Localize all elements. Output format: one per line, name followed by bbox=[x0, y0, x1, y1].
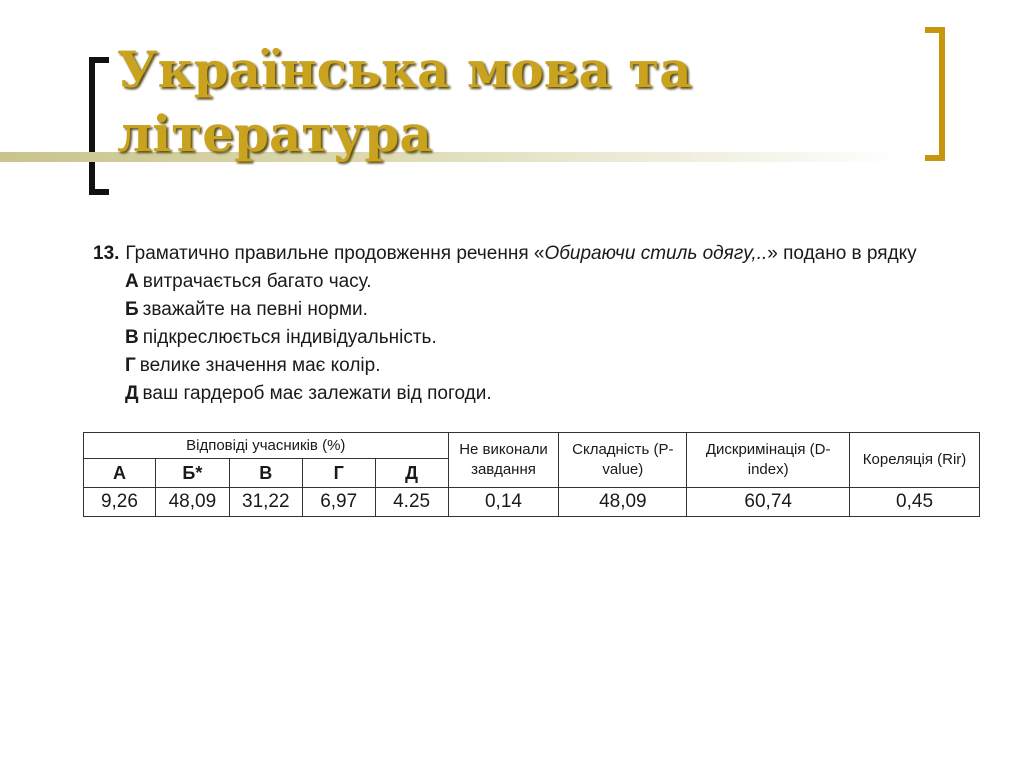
discrimination-header: Дискримінація (D-index) bbox=[687, 433, 850, 488]
answer-letter-header: Б* bbox=[155, 459, 229, 488]
option-letter: Д bbox=[125, 383, 139, 404]
slide-title-line-1: Українська мова та bbox=[117, 40, 692, 99]
correlation-value: 0,45 bbox=[850, 488, 980, 517]
answer-option-a bbox=[93, 268, 973, 296]
question-stem-quote: Обираючи стиль одягу,.. bbox=[544, 243, 768, 264]
option-letter: А bbox=[125, 271, 139, 292]
answer-option-b bbox=[93, 296, 973, 324]
option-text: витрачається багато часу. bbox=[142, 271, 372, 292]
answer-option-d bbox=[93, 380, 973, 408]
answer-value-cell: 4.25 bbox=[375, 488, 448, 517]
right-bracket-decoration bbox=[925, 27, 945, 161]
difficulty-value: 48,09 bbox=[559, 488, 687, 517]
option-text: ваш гардероб має залежати від погоди. bbox=[142, 383, 492, 404]
answer-value-cell: 9,26 bbox=[84, 488, 156, 517]
answer-value-cell: 31,22 bbox=[229, 488, 302, 517]
option-text: зважайте на певні норми. bbox=[142, 299, 368, 320]
option-text: велике значення має колір. bbox=[139, 355, 381, 376]
answer-letter-header: Г bbox=[302, 459, 375, 488]
slide-title bbox=[117, 38, 692, 166]
answer-letter-header: А bbox=[84, 459, 156, 488]
answer-value-cell: 48,09 bbox=[155, 488, 229, 517]
slide-title-line-2: література bbox=[117, 104, 432, 163]
answer-option-v bbox=[93, 324, 973, 352]
difficulty-header: Складність (P-value) bbox=[559, 433, 687, 488]
answer-option-h bbox=[93, 352, 973, 380]
option-text: підкреслюється індивідуальність. bbox=[142, 327, 437, 348]
answer-letter-header: Д bbox=[375, 459, 448, 488]
correlation-header: Кореляція (Rir) bbox=[850, 433, 980, 488]
not-completed-value: 0,14 bbox=[448, 488, 559, 517]
not-completed-header: Не виконали завдання bbox=[448, 433, 559, 488]
results-table bbox=[83, 432, 980, 517]
question-stem-before: Граматично правильне продовження речення « bbox=[125, 243, 545, 264]
answer-letter-header: В bbox=[229, 459, 302, 488]
question-stem bbox=[93, 240, 973, 268]
answer-value-cell: 6,97 bbox=[302, 488, 375, 517]
question-number: 13. bbox=[93, 243, 120, 264]
table-row bbox=[84, 488, 980, 517]
left-bracket-decoration bbox=[89, 57, 109, 195]
option-letter: В bbox=[125, 327, 139, 348]
option-letter: Г bbox=[125, 355, 136, 376]
answers-group-header: Відповіді учасників (%) bbox=[84, 433, 449, 459]
question-stem-after: » подано в рядку bbox=[767, 243, 917, 264]
option-letter: Б bbox=[125, 299, 139, 320]
question-block bbox=[93, 240, 973, 408]
discrimination-value: 60,74 bbox=[687, 488, 850, 517]
